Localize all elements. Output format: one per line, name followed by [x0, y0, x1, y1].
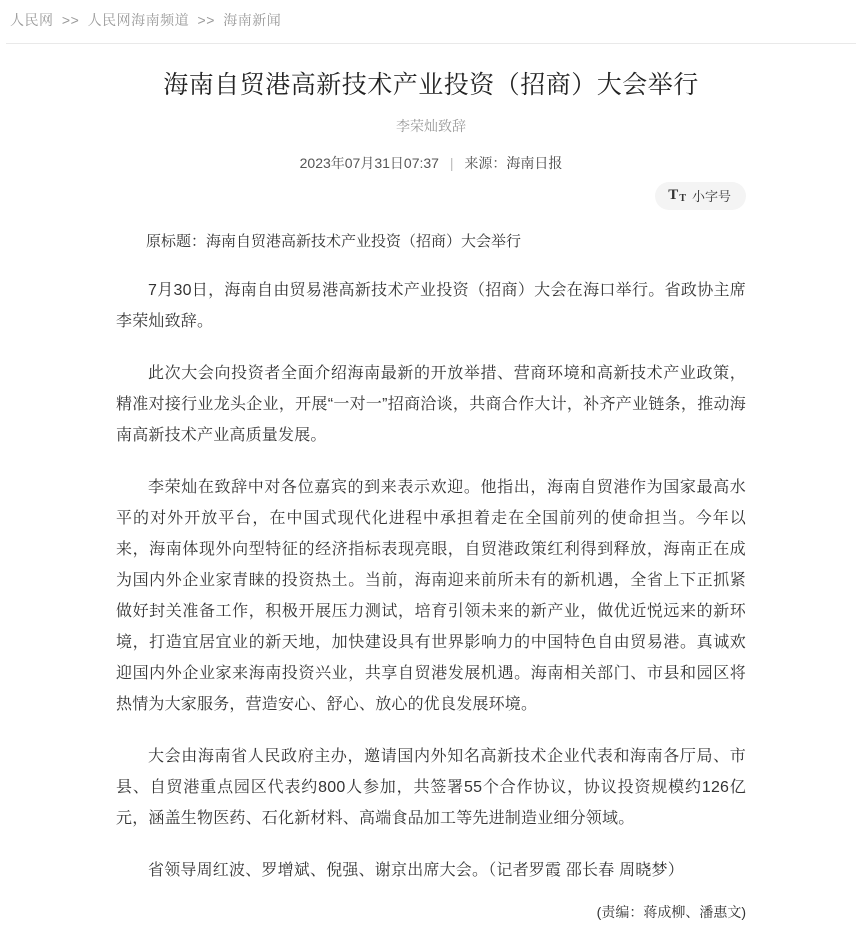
- article-body: [116, 44, 746, 944]
- original-title-text: 海南自贸港高新技术产业投资（招商）大会举行: [206, 233, 522, 250]
- meta-separator: |: [449, 155, 454, 171]
- breadcrumb-separator: >>: [197, 12, 215, 28]
- breadcrumb-separator: >>: [61, 12, 80, 28]
- article-paragraph: 李荣灿在致辞中对各位嘉宾的到来表示欢迎。他指出，海南自贸港作为国家最高水平的对外开放平台，在中国式现代化进程中承担着走在全国前列的使命担当。今年以来，海南体现外向型特征的经济指标表现亮眼，自贸港政策红利得到释放，海南正在成为国内外企业家青睐的投资热土。当前，海南迎来前所未有的新机遇，全省上下正抓紧做好封关准备工作，积极开展压力测试，培育引领未来的新产业，做优近悦远来的新环境，打造宜居宜业的新天地，加快建设具有世界影响力的中国特色自由贸易港。真诚欢迎国内外企业家来海南投资兴业，共享自贸港发展机遇。海南相关部门、市县和园区将热情为大家服务，营造安心、舒心、放心的优良发展环境。: [116, 479, 746, 713]
- article-subtitle: 李荣灿致辞: [396, 118, 466, 134]
- editor-credit: (责编：蒋成柳、潘惠文): [596, 904, 746, 920]
- breadcrumb-link-hainan-channel[interactable]: 人民网海南频道: [87, 12, 190, 28]
- article-paragraph: 大会由海南省人民政府主办，邀请国内外知名高新技术企业代表和海南各厅局、市县、自贸港重点园区代表约800人参加，共签署55个合作协议，协议投资规模约126亿元，涵盖生物医药、石化新材料、高端食品加工等先进制造业细分领域。: [116, 748, 746, 827]
- font-size-label: 小字号: [691, 189, 731, 204]
- source-link[interactable]: 海南日报: [506, 155, 563, 171]
- source-label: 来源：: [464, 155, 507, 171]
- font-size-icon-small: T: [679, 193, 686, 204]
- publish-date: 2023年07月31日07:37: [299, 155, 439, 171]
- article-toolbar: [116, 182, 746, 210]
- font-size-button[interactable]: [655, 182, 746, 210]
- article-meta: [116, 153, 746, 173]
- breadcrumb-link-peoples-daily[interactable]: 人民网: [10, 12, 54, 28]
- page-title: 海南自贸港高新技术产业投资（招商）大会举行: [163, 71, 699, 99]
- breadcrumb-link-hainan-news[interactable]: 海南新闻: [223, 12, 282, 28]
- breadcrumb: [0, 0, 862, 43]
- font-size-icon: T: [668, 187, 679, 203]
- original-title-label: 原标题：: [146, 233, 207, 250]
- article-paragraph: 省领导周红波、罗增斌、倪强、谢京出席大会。（记者罗霞 邵长春 周晓梦）: [148, 862, 684, 879]
- original-title: [116, 230, 746, 254]
- article-paragraph: 7月30日，海南自由贸易港高新技术产业投资（招商）大会在海口举行。省政协主席李荣灿致辞。: [116, 282, 746, 330]
- article-paragraph: 此次大会向投资者全面介绍海南最新的开放举措、营商环境和高新技术产业政策，精准对接行业龙头企业，开展“一对一”招商洽谈，共商合作大计，补齐产业链条，推动海南高新技术产业高质量发展。: [116, 365, 746, 444]
